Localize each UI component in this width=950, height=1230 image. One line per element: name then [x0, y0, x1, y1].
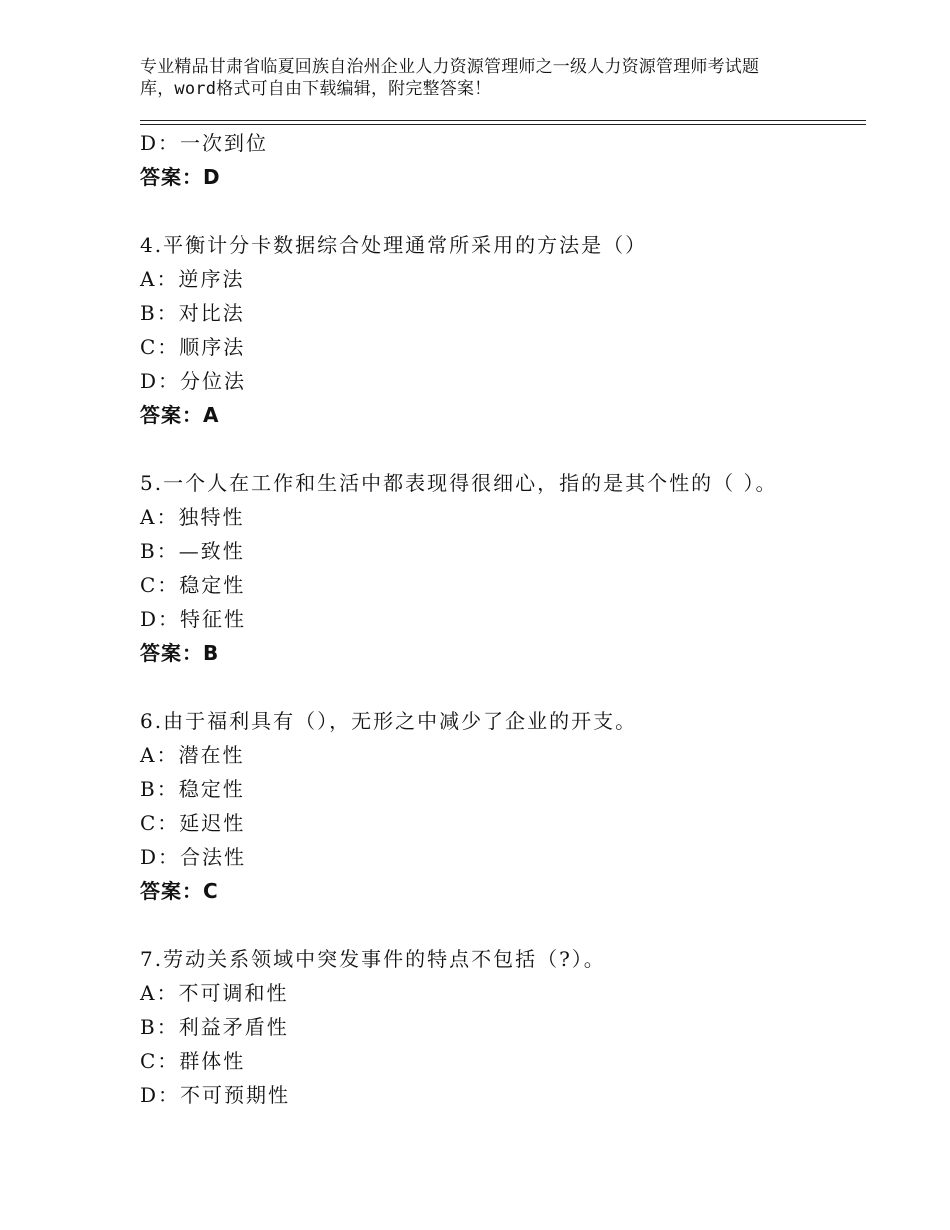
spacer — [140, 670, 850, 704]
spacer — [140, 194, 850, 228]
question-list — [140, 126, 850, 1112]
q6-stem: 6.由于福利具有（），无形之中减少了企业的开支。 — [140, 709, 638, 733]
q6-option-a: A：潜在性 — [140, 743, 245, 767]
q6-option-b: B：稳定性 — [140, 777, 245, 801]
q5-answer: 答案：B — [140, 641, 220, 665]
q3-option-d: D：一次到位 — [140, 131, 269, 155]
document-header — [140, 56, 840, 100]
header-title-line-1: 专业精品甘肃省临夏回族自治州企业人力资源管理师之一级人力资源管理师考试题 — [140, 57, 760, 77]
q6-option-c: C：延迟性 — [140, 811, 246, 835]
q5-option-d: D：特征性 — [140, 607, 247, 631]
q7-option-b: B：利益矛盾性 — [140, 1015, 289, 1039]
question-7 — [140, 942, 850, 1112]
q4-answer: 答案：A — [140, 403, 220, 427]
q4-stem: 4.平衡计分卡数据综合处理通常所采用的方法是（） — [140, 233, 648, 257]
q3-answer: 答案：D — [140, 165, 221, 189]
question-6 — [140, 704, 850, 908]
q5-option-c: C：稳定性 — [140, 573, 246, 597]
q7-stem: 7.劳动关系领域中突发事件的特点不包括（?）。 — [140, 947, 606, 971]
spacer — [140, 908, 850, 942]
question-5 — [140, 466, 850, 670]
q5-stem: 5.一个人在工作和生活中都表现得很细心，指的是其个性的（ ）。 — [140, 471, 778, 495]
q6-option-d: D：合法性 — [140, 845, 247, 869]
question-4 — [140, 228, 850, 432]
header-title-line-2: 库，word格式可自由下载编辑，附完整答案！ — [140, 79, 492, 99]
q4-option-a: A：逆序法 — [140, 267, 245, 291]
header-double-rule — [140, 120, 866, 125]
q4-option-c: C：顺序法 — [140, 335, 246, 359]
q7-option-c: C：群体性 — [140, 1049, 246, 1073]
q6-answer: 答案：C — [140, 879, 219, 903]
q5-option-b: B：—致性 — [140, 539, 245, 563]
spacer — [140, 432, 850, 466]
q7-option-a: A：不可调和性 — [140, 981, 289, 1005]
q7-option-d: D：不可预期性 — [140, 1083, 291, 1107]
q4-option-b: B：对比法 — [140, 301, 245, 325]
q4-option-d: D：分位法 — [140, 369, 247, 393]
q5-option-a: A：独特性 — [140, 505, 245, 529]
